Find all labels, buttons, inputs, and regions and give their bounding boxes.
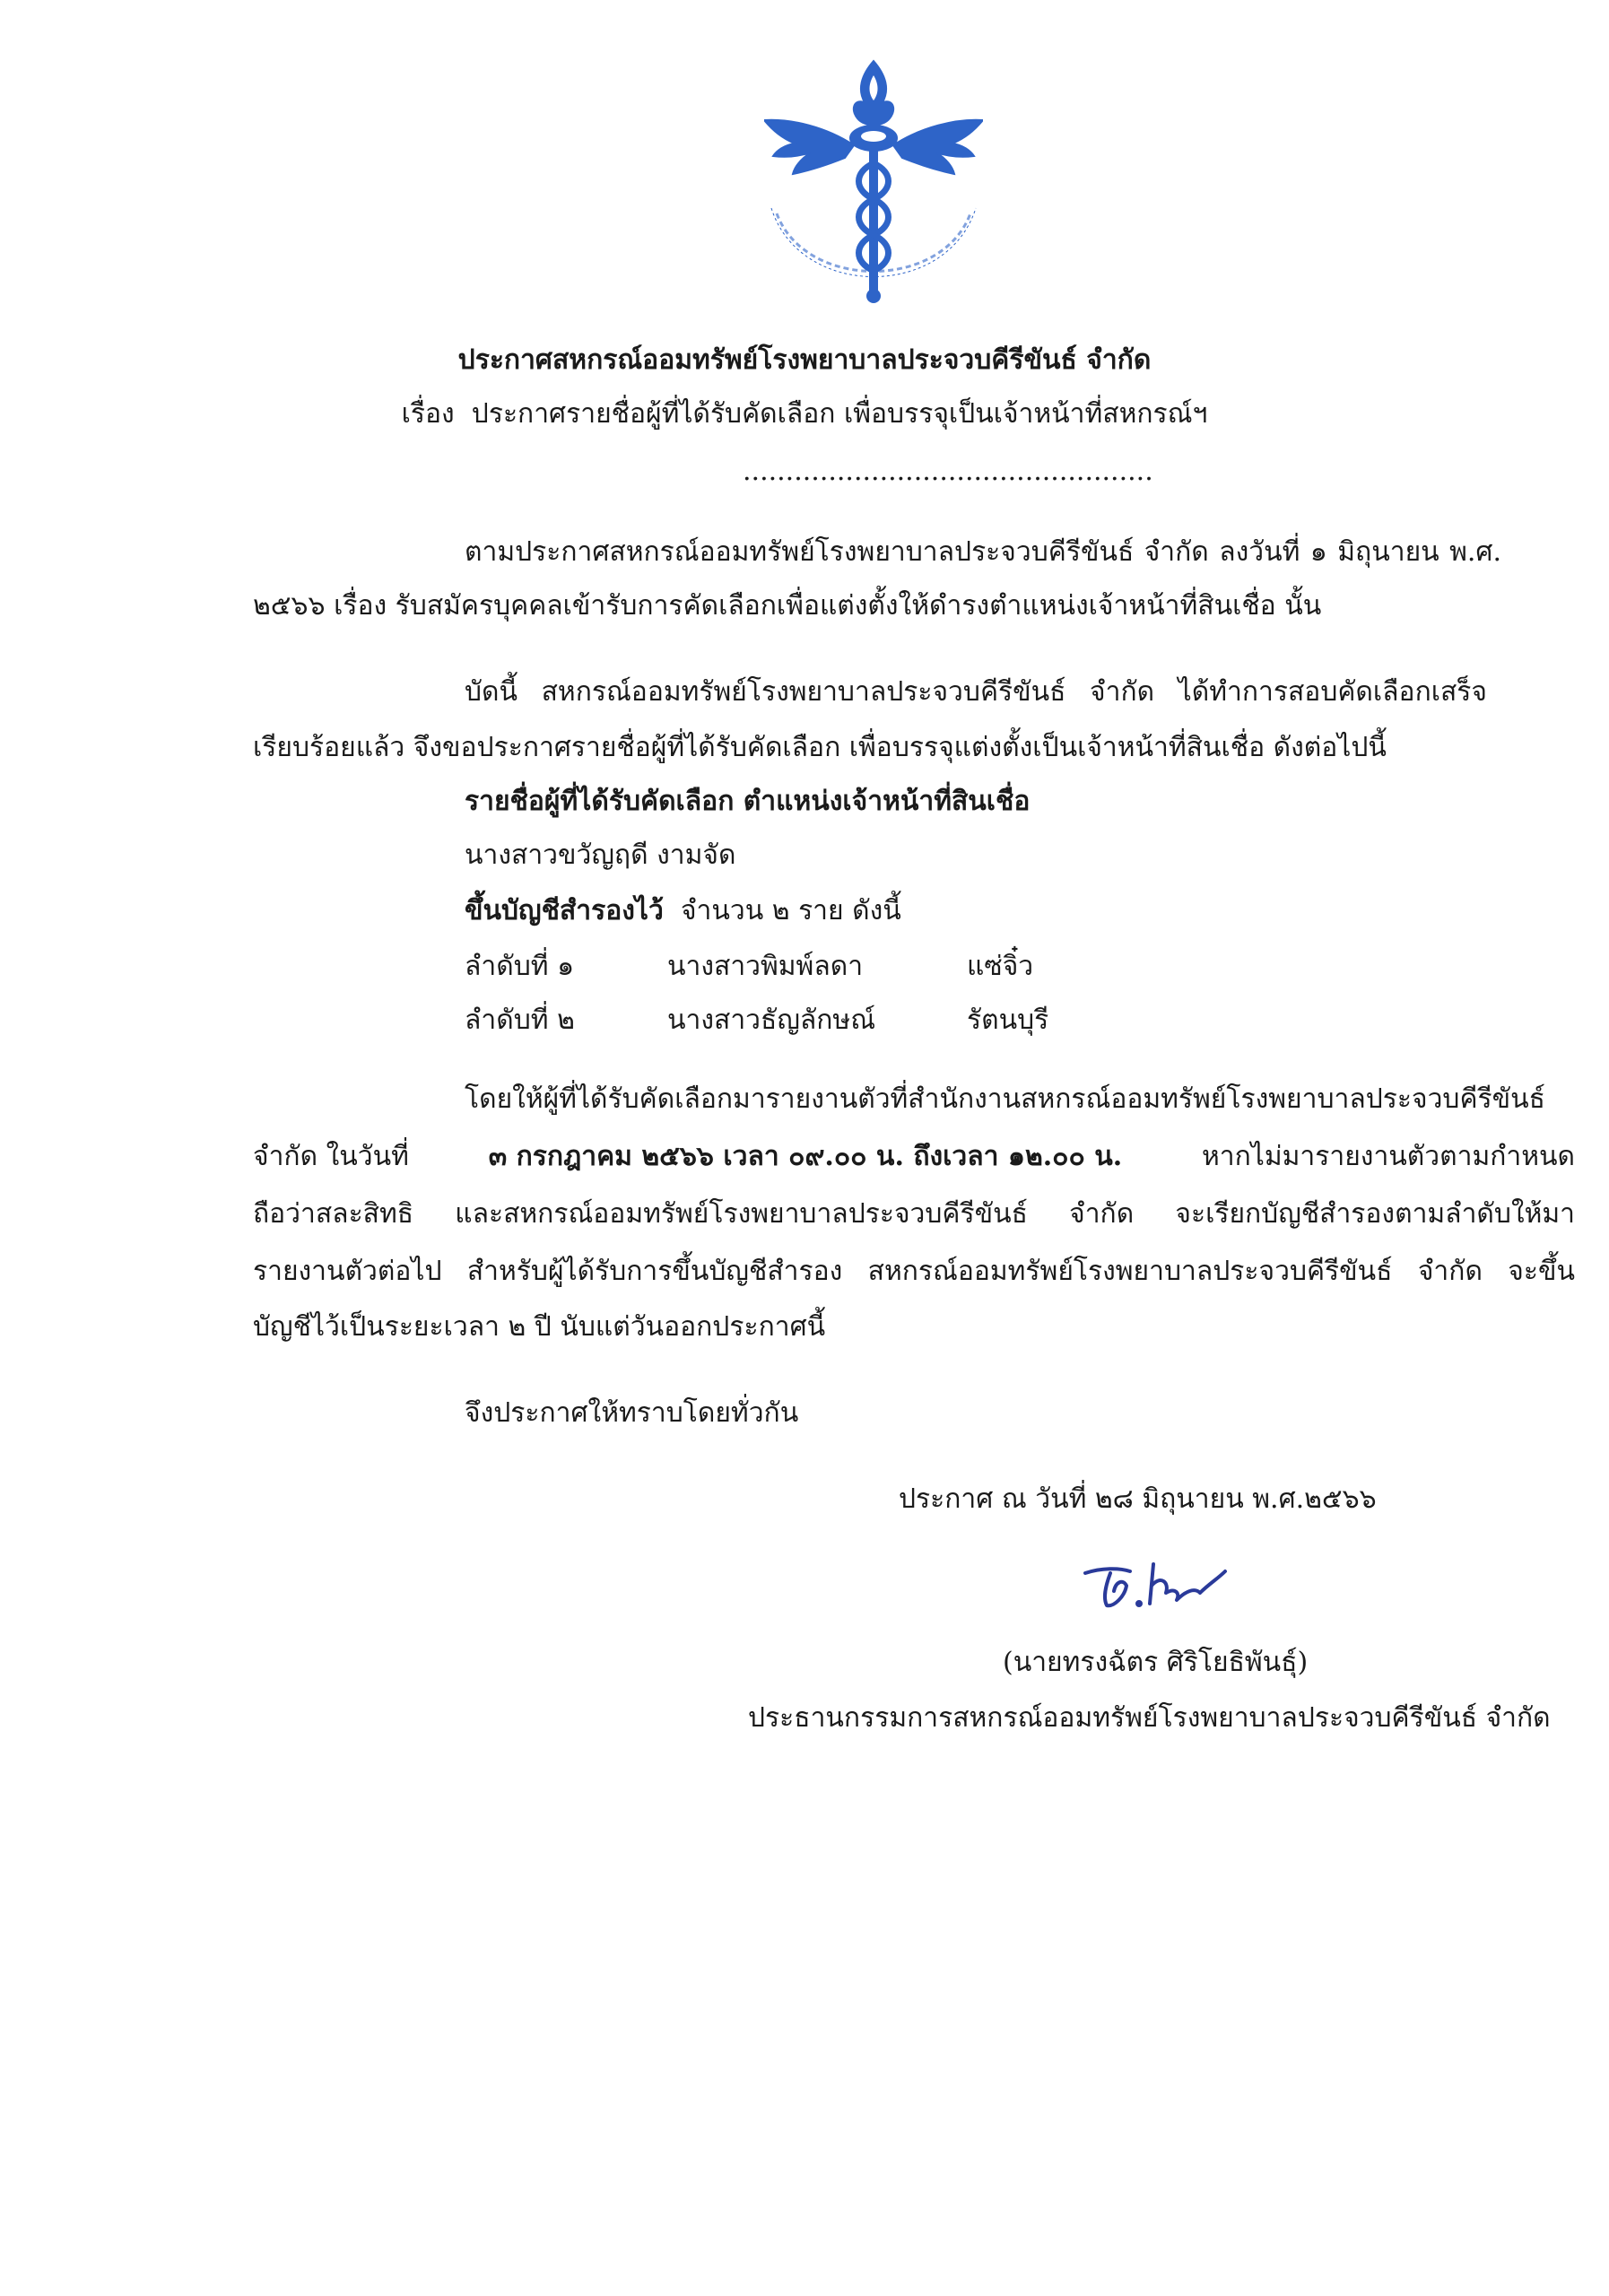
report-date-time: ๓ กรกฎาคม ๒๕๖๖ เวลา ๐๙.๐๐ น. ถึงเวลา ๑๒.๐๐ น. — [488, 1141, 1123, 1172]
selected-name: นางสาวขวัญฤดี งามจัด — [465, 839, 736, 871]
para1-line1: ตามประกาศสหกรณ์ออมทรัพย์โรงพยาบาลประจวบคีรีขันธ์ จำกัด ลงวันที่ ๑ มิถุนายน พ.ศ. — [465, 536, 1501, 568]
reserve-heading: ขึ้นบัญชีสำรองไว้ — [465, 895, 664, 926]
reserve-count: จำนวน ๒ ราย ดังนี้ — [680, 895, 901, 926]
reserve-heading-line — [465, 893, 901, 929]
signer-title: ประธานกรรมการสหกรณ์ออมทรัพย์โรงพยาบาลประจวบคีรีขันธ์ จำกัด — [748, 1702, 1551, 1734]
reserve-order-1: ลำดับที่ ๑ — [465, 951, 575, 982]
para3-line2-post: หากไม่มารายงานตัวตามกำหนด — [1201, 1141, 1575, 1172]
para3-line2-pre: จำกัด ในวันที่ — [253, 1141, 409, 1172]
para3-line4: รายงานตัวต่อไป สำหรับผู้ได้รับการขึ้นบัญชีสำรอง สหกรณ์ออมทรัพย์โรงพยาบาลประจวบคีรีขันธ์ จำกัด จะขึ้น — [253, 1256, 1575, 1287]
reserve-last-2: รัตนบุรี — [967, 1004, 1049, 1036]
separator-dots: ................................................ — [743, 456, 1153, 487]
selected-heading: รายชื่อผู้ที่ได้รับคัดเลือก ตำแหน่งเจ้าหน้าที่สินเชื่อ — [465, 786, 1031, 817]
announcement-date: ประกาศ ณ วันที่ ๒๘ มิถุนายน พ.ศ.๒๕๖๖ — [899, 1483, 1377, 1515]
para1-line2: ๒๕๖๖ เรื่อง รับสมัครบุคคลเข้ารับการคัดเลือกเพื่อแต่งตั้งให้ดำรงตำแหน่งเจ้าหน้าที่สินเชื่อ นั้น — [253, 590, 1322, 622]
signature-icon — [1074, 1552, 1254, 1614]
para3-line2 — [253, 1139, 1575, 1175]
closing-line: จึงประกาศให้ทราบโดยทั่วกัน — [465, 1397, 799, 1429]
cooperative-emblem-icon — [764, 56, 983, 312]
signer-name: (นายทรงฉัตร ศิริโยธิพันธุ์) — [1003, 1647, 1309, 1678]
reserve-order-2: ลำดับที่ ๒ — [465, 1004, 575, 1036]
para3-line1: โดยให้ผู้ที่ได้รับคัดเลือกมารายงานตัวที่สำนักงานสหกรณ์ออมทรัพย์โรงพยาบาลประจวบคีรีขันธ์ — [465, 1083, 1545, 1115]
reserve-first-1: นางสาวพิมพ์ลดา — [667, 951, 864, 982]
para2-line1: บัดนี้ สหกรณ์ออมทรัพย์โรงพยาบาลประจวบคีรีขันธ์ จำกัด ได้ทำการสอบคัดเลือกเสร็จ — [465, 676, 1487, 708]
subject-label: เรื่อง — [401, 398, 455, 430]
subject-text: ประกาศรายชื่อผู้ที่ได้รับคัดเลือก เพื่อบรรจุเป็นเจ้าหน้าที่สหกรณ์ฯ — [471, 398, 1208, 430]
reserve-first-2: นางสาวธัญลักษณ์ — [667, 1004, 876, 1036]
reserve-last-1: แซ่จิ๋ว — [967, 951, 1034, 982]
announcement-title: ประกาศสหกรณ์ออมทรัพย์โรงพยาบาลประจวบคีรีขันธ์ จำกัด — [457, 344, 1152, 376]
para3-line3: ถือว่าสละสิทธิ และสหกรณ์ออมทรัพย์โรงพยาบาลประจวบคีรีขันธ์ จำกัด จะเรียกบัญชีสำรองตามลำดับให้มา — [253, 1198, 1575, 1230]
para2-line2: เรียบร้อยแล้ว จึงขอประกาศรายชื่อผู้ที่ได้รับคัดเลือก เพื่อบรรจุแต่งตั้งเป็นเจ้าหน้าที่สินเชื่อ ดังต่อไปนี้ — [253, 732, 1387, 763]
announcement-subject — [0, 396, 1609, 432]
para3-line5: บัญชีไว้เป็นระยะเวลา ๒ ปี นับแต่วันออกประกาศนี้ — [253, 1311, 826, 1343]
